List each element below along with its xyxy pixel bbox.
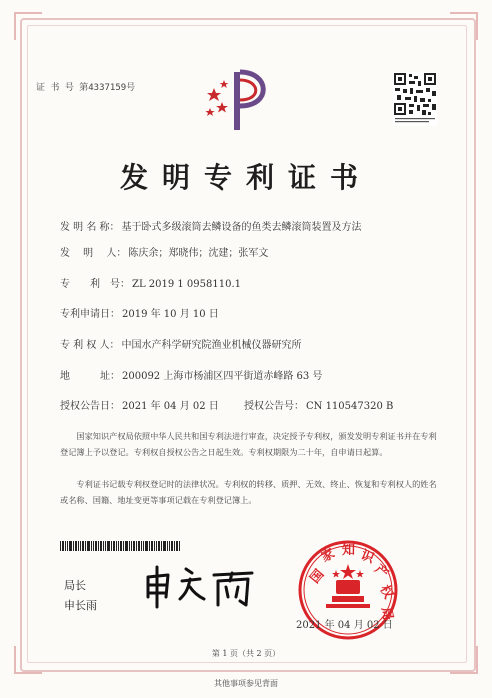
inventor-row <box>60 244 460 259</box>
border-corner-ornament <box>450 12 478 40</box>
legal-statement-paragraph: 国家知识产权局依照中华人民共和国专利法进行审查，决定授予专利权，颁发发明专利证书并在专利登记簿上予以登记。专利权自授权公告之日起生效。专利权期限为二十年，自申请日起算。 <box>60 431 437 457</box>
announcement-date-value: 2021 年 04 月 02 日 <box>122 401 219 412</box>
field-label: 发 明 名 称： <box>60 222 120 233</box>
filing-date-value: 2019 年 10 月 10 日 <box>122 309 219 320</box>
field-label: 授权公告日： <box>60 401 120 412</box>
back-note: 其他事项参见背面 <box>214 679 278 688</box>
field-label: 发 明 人： <box>60 248 127 259</box>
page-number: 第 1 页（共 2 页） <box>211 649 281 658</box>
svg-text:知: 知 <box>342 543 356 558</box>
legal-statement-paragraph: 专利证书记载专利权登记时的法律状况。专利权的转移、质押、无效、终止、恢复和专利权人的姓名或名称、国籍、地址变更等事项记载在专利登记簿上。 <box>60 479 437 505</box>
certificate-title: 发明专利证书 <box>119 161 372 194</box>
barcode-icon <box>60 541 180 551</box>
address-value: 200092 上海市杨浦区四平街道赤峰路 63 号 <box>122 371 323 382</box>
handwritten-signature <box>142 563 262 609</box>
filing-date-row <box>60 305 460 320</box>
svg-text:国: 国 <box>307 566 328 587</box>
field-label: 专利申请日： <box>60 309 120 320</box>
field-label: 地 址： <box>60 371 120 382</box>
announcement-number-value: CN 110547320 B <box>305 401 394 412</box>
announcement-row <box>60 397 460 412</box>
patentee-row <box>60 336 460 351</box>
field-label: 专 利 权 人： <box>60 340 120 351</box>
patentee-value: 中国水产科学研究院渔业机械仪器研究所 <box>121 340 302 351</box>
svg-text:局: 局 <box>378 606 396 622</box>
inventor-value: 陈庆余；郑晓伟；沈建；张军文 <box>128 248 269 259</box>
border-corner-ornament <box>14 12 42 40</box>
patent-number-row <box>60 275 460 290</box>
seal-date: 2021 年 04 月 02 日 <box>296 620 393 631</box>
signatory-name: 申长雨 <box>64 599 97 612</box>
invention-name-row <box>60 218 460 233</box>
svg-text:识: 识 <box>358 547 377 567</box>
svg-text:产: 产 <box>371 561 392 582</box>
qr-code-icon <box>393 72 437 126</box>
patent-number-value: ZL 2019 1 0958110.1 <box>132 279 242 290</box>
address-row <box>60 367 460 382</box>
field-label: 专 利 号： <box>60 279 130 290</box>
certificate-number: 证 书 号 第4337159号 <box>36 83 136 93</box>
field-label: 授权公告号： <box>243 401 304 412</box>
signatory-title: 局长 <box>64 579 86 592</box>
invention-name-value: 基于卧式多级滚筒去鳞设备的鱼类去鳞滚筒装置及方法 <box>121 222 362 233</box>
svg-text:家: 家 <box>318 546 338 566</box>
svg-text:权: 权 <box>376 582 396 602</box>
cnipa-logo-icon <box>200 66 280 136</box>
